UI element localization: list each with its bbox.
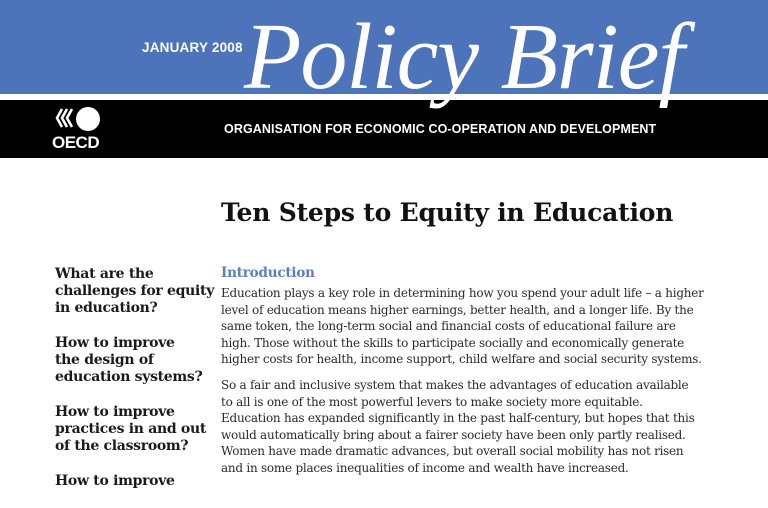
masthead-title: Policy Brief <box>244 5 684 109</box>
text-line: same token, the long-term social and financial costs of educational failure are <box>221 319 676 334</box>
text-line: level of education means higher earnings, better health, and a longer life. By the <box>221 302 694 317</box>
sidebar-line: What are the <box>55 266 154 282</box>
sidebar-line: of the classroom? <box>55 438 189 454</box>
organisation-name: ORGANISATION FOR ECONOMIC CO-OPERATION AND DEVELOPMENT <box>224 122 657 136</box>
document-title: Ten Steps to Equity in Education <box>221 198 674 227</box>
sidebar-line: How to improve <box>55 473 175 489</box>
publication-date: JANUARY 2008 <box>142 40 243 55</box>
text-line: higher costs for health, income support, child welfare and social security systems. <box>221 352 702 367</box>
main-content <box>221 265 761 486</box>
sidebar-item-partial <box>55 473 215 490</box>
sidebar-line: challenges for equity <box>55 283 215 299</box>
intro-paragraph-2 <box>221 377 761 477</box>
sidebar-line: in education? <box>55 300 158 316</box>
sidebar-line: the design of <box>55 352 154 368</box>
text-line: to all is one of the most powerful levers to make society more equitable. <box>221 394 643 409</box>
text-line: and in some places inequalities of income and wealth have increased. <box>221 460 629 475</box>
sidebar-line: How to improve <box>55 404 175 420</box>
sidebar-item-design <box>55 335 215 386</box>
text-line: Women have made dramatic advances, but overall social mobility has not risen <box>221 444 684 459</box>
sidebar-item-practices <box>55 404 215 455</box>
oecd-logo-text: OECD <box>52 133 100 152</box>
text-line: So a fair and inclusive system that makes the advantages of education available <box>221 377 689 392</box>
sidebar-item-challenges <box>55 266 215 317</box>
sidebar-questions <box>55 266 215 508</box>
sidebar-line: How to improve <box>55 335 175 351</box>
sidebar-line: education systems? <box>55 369 203 385</box>
text-line: would automatically bring about a fairer society have been only partly realised. <box>221 427 686 442</box>
sidebar-line: practices in and out <box>55 421 207 437</box>
text-line: Education plays a key role in determining how you spend your adult life – a higher <box>221 286 704 300</box>
text-line: Education has expanded significantly in the past half-century, but hopes that this <box>221 411 695 426</box>
section-heading-introduction: Introduction <box>221 265 315 281</box>
intro-paragraph-1 <box>221 285 761 368</box>
text-line: high. Those without the skills to participate socially and economically generate <box>221 335 685 350</box>
